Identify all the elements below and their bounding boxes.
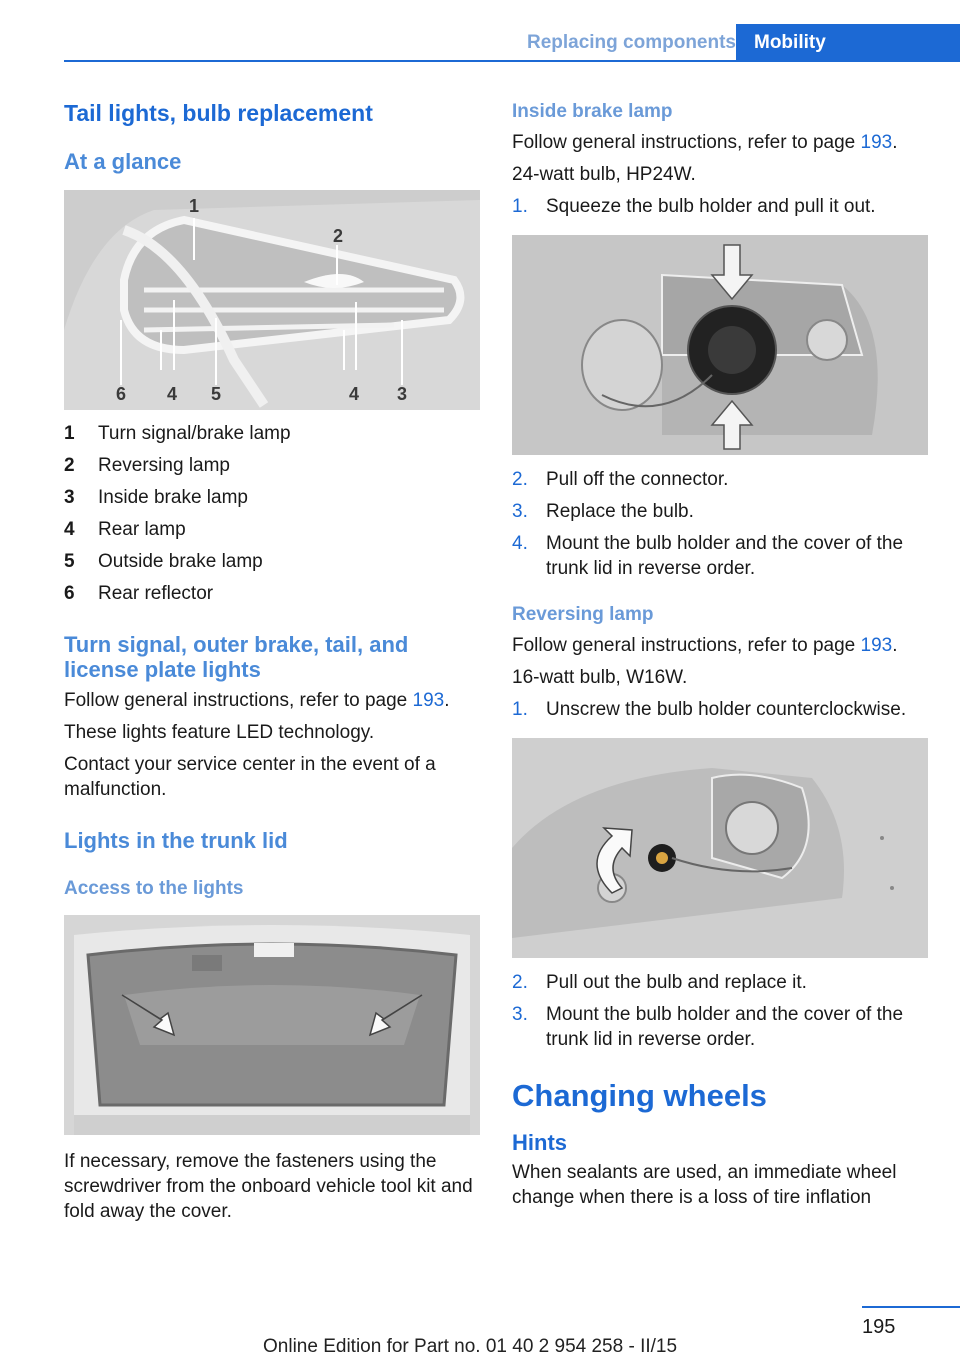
follow-suffix: . bbox=[892, 635, 898, 656]
step-list bbox=[512, 467, 928, 581]
page-header bbox=[64, 24, 960, 62]
step-number: 2. bbox=[512, 972, 528, 993]
follow-text: Follow general instructions, refer to page bbox=[512, 132, 861, 153]
follow-instructions-text bbox=[512, 633, 928, 658]
header-chapter-tab: Mobility bbox=[736, 24, 960, 62]
reversing-lamp-figure bbox=[512, 738, 928, 958]
legend-number: 2 bbox=[64, 455, 75, 476]
step-text: Replace the bulb. bbox=[546, 501, 694, 522]
left-column bbox=[64, 100, 480, 1224]
tail-light-figure bbox=[64, 190, 480, 410]
step-list bbox=[512, 970, 928, 1052]
callout-label: 4 bbox=[348, 384, 360, 404]
subheading-turn-signal: Turn signal, outer brake, tail, and license plate lights bbox=[64, 632, 409, 682]
subheading-at-a-glance: At a glance bbox=[64, 149, 182, 174]
step-item bbox=[512, 499, 928, 524]
section-title-tail-lights: Tail lights, bulb replacement bbox=[64, 100, 373, 126]
step-number: 4. bbox=[512, 533, 528, 554]
step-number: 3. bbox=[512, 1004, 528, 1025]
step-item bbox=[512, 970, 928, 995]
right-column bbox=[512, 100, 928, 1210]
step-text: Squeeze the bulb holder and pull it out. bbox=[546, 196, 876, 217]
step-item bbox=[512, 467, 928, 492]
follow-text: Follow general instructions, refer to page bbox=[64, 690, 413, 711]
step-number: 1. bbox=[512, 196, 528, 217]
step-item bbox=[512, 531, 928, 581]
follow-suffix: . bbox=[444, 690, 450, 711]
bulb-spec: 24-watt bulb, HP24W. bbox=[512, 164, 696, 185]
callout-label: 1 bbox=[188, 196, 200, 216]
step-number: 3. bbox=[512, 501, 528, 522]
contact-text: Contact your service center in the event of a malfunction. bbox=[64, 754, 436, 800]
step-text: Pull off the connector. bbox=[546, 469, 729, 490]
legend-item bbox=[64, 450, 480, 482]
legend-text: Outside brake lamp bbox=[98, 551, 263, 572]
page-link-193[interactable]: 193 bbox=[412, 690, 445, 711]
legend-item bbox=[64, 578, 480, 610]
step-number: 1. bbox=[512, 699, 528, 720]
step-text: Mount the bulb holder and the cover of the trunk lid in reverse order. bbox=[546, 1004, 904, 1050]
legend-text: Rear reflector bbox=[98, 583, 214, 604]
follow-text: Follow general instructions, refer to page bbox=[512, 635, 861, 656]
follow-instructions-text bbox=[512, 130, 928, 155]
inside-brake-lamp-figure bbox=[512, 235, 928, 455]
step-number: 2. bbox=[512, 469, 528, 490]
edition-text: Online Edition for Part no. 01 40 2 954 258 - II/15 bbox=[263, 1336, 678, 1357]
trunk-lid-figure bbox=[64, 915, 480, 1135]
page-link-193[interactable]: 193 bbox=[860, 635, 893, 656]
step-item bbox=[512, 697, 928, 722]
callout-label: 6 bbox=[115, 384, 127, 404]
legend-number: 6 bbox=[64, 583, 75, 604]
legend-item bbox=[64, 418, 480, 450]
led-text: These lights feature LED technology. bbox=[64, 722, 375, 743]
callout-label: 5 bbox=[210, 384, 222, 404]
step-item bbox=[512, 194, 928, 219]
callout-label: 2 bbox=[332, 226, 344, 246]
legend-list bbox=[64, 418, 480, 610]
subheading-reversing-lamp: Reversing lamp bbox=[512, 604, 654, 625]
subheading-hints: Hints bbox=[512, 1130, 567, 1155]
legend-number: 5 bbox=[64, 551, 75, 572]
legend-text: Reversing lamp bbox=[98, 455, 230, 476]
page-number: 195 bbox=[862, 1316, 896, 1338]
legend-number: 3 bbox=[64, 487, 75, 508]
follow-instructions-text bbox=[64, 688, 480, 713]
footer-rule bbox=[862, 1306, 960, 1308]
legend-number: 1 bbox=[64, 423, 75, 444]
step-text: Unscrew the bulb holder counterclockwise. bbox=[546, 699, 907, 720]
subheading-trunk-lid: Lights in the trunk lid bbox=[64, 828, 288, 853]
step-list bbox=[512, 697, 928, 722]
page-link-193[interactable]: 193 bbox=[860, 132, 893, 153]
legend-text: Inside brake lamp bbox=[98, 487, 248, 508]
header-rule bbox=[64, 60, 960, 62]
legend-item bbox=[64, 514, 480, 546]
header-section-title: Replacing components bbox=[526, 32, 736, 53]
legend-number: 4 bbox=[64, 519, 75, 540]
step-list bbox=[512, 194, 928, 219]
hints-text: When sealants are used, an immediate wheel change when there is a loss of tire inflation bbox=[512, 1162, 897, 1208]
step-text: Pull out the bulb and replace it. bbox=[546, 972, 807, 993]
callout-label: 3 bbox=[396, 384, 408, 404]
legend-item bbox=[64, 482, 480, 514]
legend-text: Rear lamp bbox=[98, 519, 186, 540]
step-text: Mount the bulb holder and the cover of the trunk lid in reverse order. bbox=[546, 533, 904, 579]
legend-text: Turn signal/brake lamp bbox=[98, 423, 291, 444]
callout-label: 4 bbox=[166, 384, 178, 404]
legend-item bbox=[64, 546, 480, 578]
bulb-spec: 16-watt bulb, W16W. bbox=[512, 667, 688, 688]
section-title-changing-wheels: Changing wheels bbox=[512, 1078, 767, 1113]
fasteners-text: If necessary, remove the fasteners using the screwdriver from the onboard vehicle tool kit and fold away the cover. bbox=[64, 1151, 473, 1222]
follow-suffix: . bbox=[892, 132, 898, 153]
step-item bbox=[512, 1002, 928, 1052]
subheading-inside-brake: Inside brake lamp bbox=[512, 101, 673, 122]
subheading-access: Access to the lights bbox=[64, 878, 244, 899]
